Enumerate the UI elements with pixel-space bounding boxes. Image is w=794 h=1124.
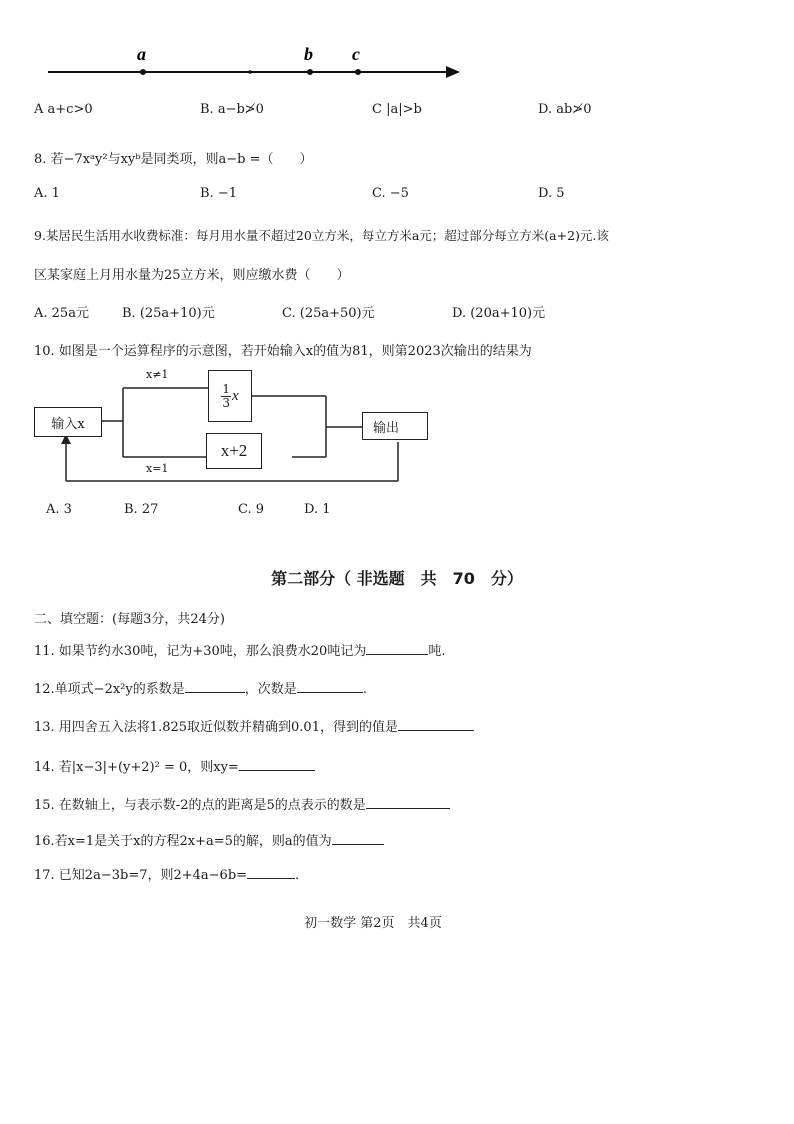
section-title: 第二部分（ 非选题 共 70 分） bbox=[271, 569, 523, 588]
q13 bbox=[34, 716, 474, 735]
q11-blank[interactable] bbox=[366, 642, 428, 655]
q12-blank-2[interactable] bbox=[297, 680, 363, 693]
q12-mid: ，次数是 bbox=[244, 682, 297, 697]
q13-text: 13. 用四舍五入法将1.825取近似数并精确到0.01，得到的值是 bbox=[34, 720, 398, 735]
point-a bbox=[140, 69, 146, 75]
q16-text: 16.若x=1是关于x的方程2x+a=5的解，则a的值为 bbox=[34, 834, 332, 849]
q7-option-c: C |a|>b bbox=[372, 102, 422, 117]
fraction-denominator: 3 bbox=[222, 395, 230, 410]
q10-option-d: D. 1 bbox=[304, 502, 331, 517]
q7-option-d: D. ab≯0 bbox=[538, 102, 592, 117]
q7-option-a: A a+c>0 bbox=[34, 102, 93, 117]
q8-option-d: D. 5 bbox=[538, 186, 565, 201]
q11-after: 吨. bbox=[428, 644, 446, 659]
q17-after: . bbox=[295, 868, 300, 883]
q10-option-b: B. 27 bbox=[124, 502, 159, 517]
q9-option-b: B. (25a+10)元 bbox=[122, 306, 215, 321]
q16-blank[interactable] bbox=[332, 832, 384, 845]
q12 bbox=[34, 678, 367, 697]
q9-option-c: C. (25a+50)元 bbox=[282, 306, 375, 321]
point-b bbox=[307, 69, 313, 75]
op-box-plus-two: x+2 bbox=[206, 433, 262, 469]
label-a: a bbox=[137, 44, 146, 64]
fraction-numerator: 1 bbox=[222, 381, 230, 396]
condition-bottom: x=1 bbox=[146, 462, 169, 475]
q10-option-a: A. 3 bbox=[46, 502, 72, 517]
q17-blank[interactable] bbox=[247, 866, 295, 879]
q16 bbox=[34, 830, 384, 849]
condition-top: x≠1 bbox=[146, 368, 169, 381]
page-footer: 初一数学 第2页 共4页 bbox=[304, 916, 442, 931]
q8-option-c: C. −5 bbox=[372, 186, 409, 201]
input-box: 输入x bbox=[34, 407, 102, 437]
q9-line2: 区某家庭上月用水量为25立方米，则应缴水费（ ） bbox=[34, 268, 350, 283]
q8-stem: 8. 若−7xᵃy²与xyᵇ是同类项，则a−b =（ ） bbox=[34, 152, 313, 167]
q8-option-b: B. −1 bbox=[200, 186, 237, 201]
q12-blank-1[interactable] bbox=[185, 680, 245, 693]
q17 bbox=[34, 864, 299, 883]
op-variable: x bbox=[231, 387, 239, 404]
number-line bbox=[40, 40, 470, 85]
q14 bbox=[34, 756, 315, 775]
q12-after: . bbox=[362, 682, 367, 697]
q10-option-c: C. 9 bbox=[238, 502, 265, 517]
q8-option-a: A. 1 bbox=[34, 186, 60, 201]
q9-line1: 9.某居民生活用水收费标准：每月用水量不超过20立方米，每立方米a元；超过部分每立方米(a+2)元.该 bbox=[34, 228, 609, 243]
q7-option-b: B. a−b≯0 bbox=[200, 102, 264, 117]
q9-option-a: A. 25a元 bbox=[34, 306, 89, 321]
output-box: 输出 bbox=[362, 412, 428, 440]
point-c bbox=[355, 69, 361, 75]
op-box-third bbox=[208, 370, 252, 422]
q9-option-d: D. (20a+10)元 bbox=[452, 306, 546, 321]
label-b: b bbox=[304, 44, 313, 64]
q11 bbox=[34, 640, 445, 659]
section-subtitle: 二、填空题：(每题3分，共24分) bbox=[34, 612, 225, 627]
q13-blank[interactable] bbox=[398, 718, 474, 731]
q14-text: 14. 若|x−3|+(y+2)² = 0，则xy= bbox=[34, 760, 239, 775]
q15 bbox=[34, 794, 450, 813]
q15-text: 15. 在数轴上，与表示数-2的点的距离是5的点表示的数是 bbox=[34, 798, 366, 813]
q15-blank[interactable] bbox=[366, 796, 450, 809]
q10-stem: 10. 如图是一个运算程序的示意图，若开始输入x的值为81，则第2023次输出的结果为 bbox=[34, 344, 532, 359]
q17-text: 17. 已知2a−3b=7，则2+4a−6b= bbox=[34, 868, 248, 883]
label-c: c bbox=[352, 44, 360, 64]
q14-blank[interactable] bbox=[239, 758, 315, 771]
q11-text: 11. 如果节约水30吨，记为+30吨，那么浪费水20吨记为 bbox=[34, 644, 367, 659]
q12-text: 12.单项式−2x²y的系数是 bbox=[34, 682, 185, 697]
point-origin bbox=[248, 70, 252, 74]
